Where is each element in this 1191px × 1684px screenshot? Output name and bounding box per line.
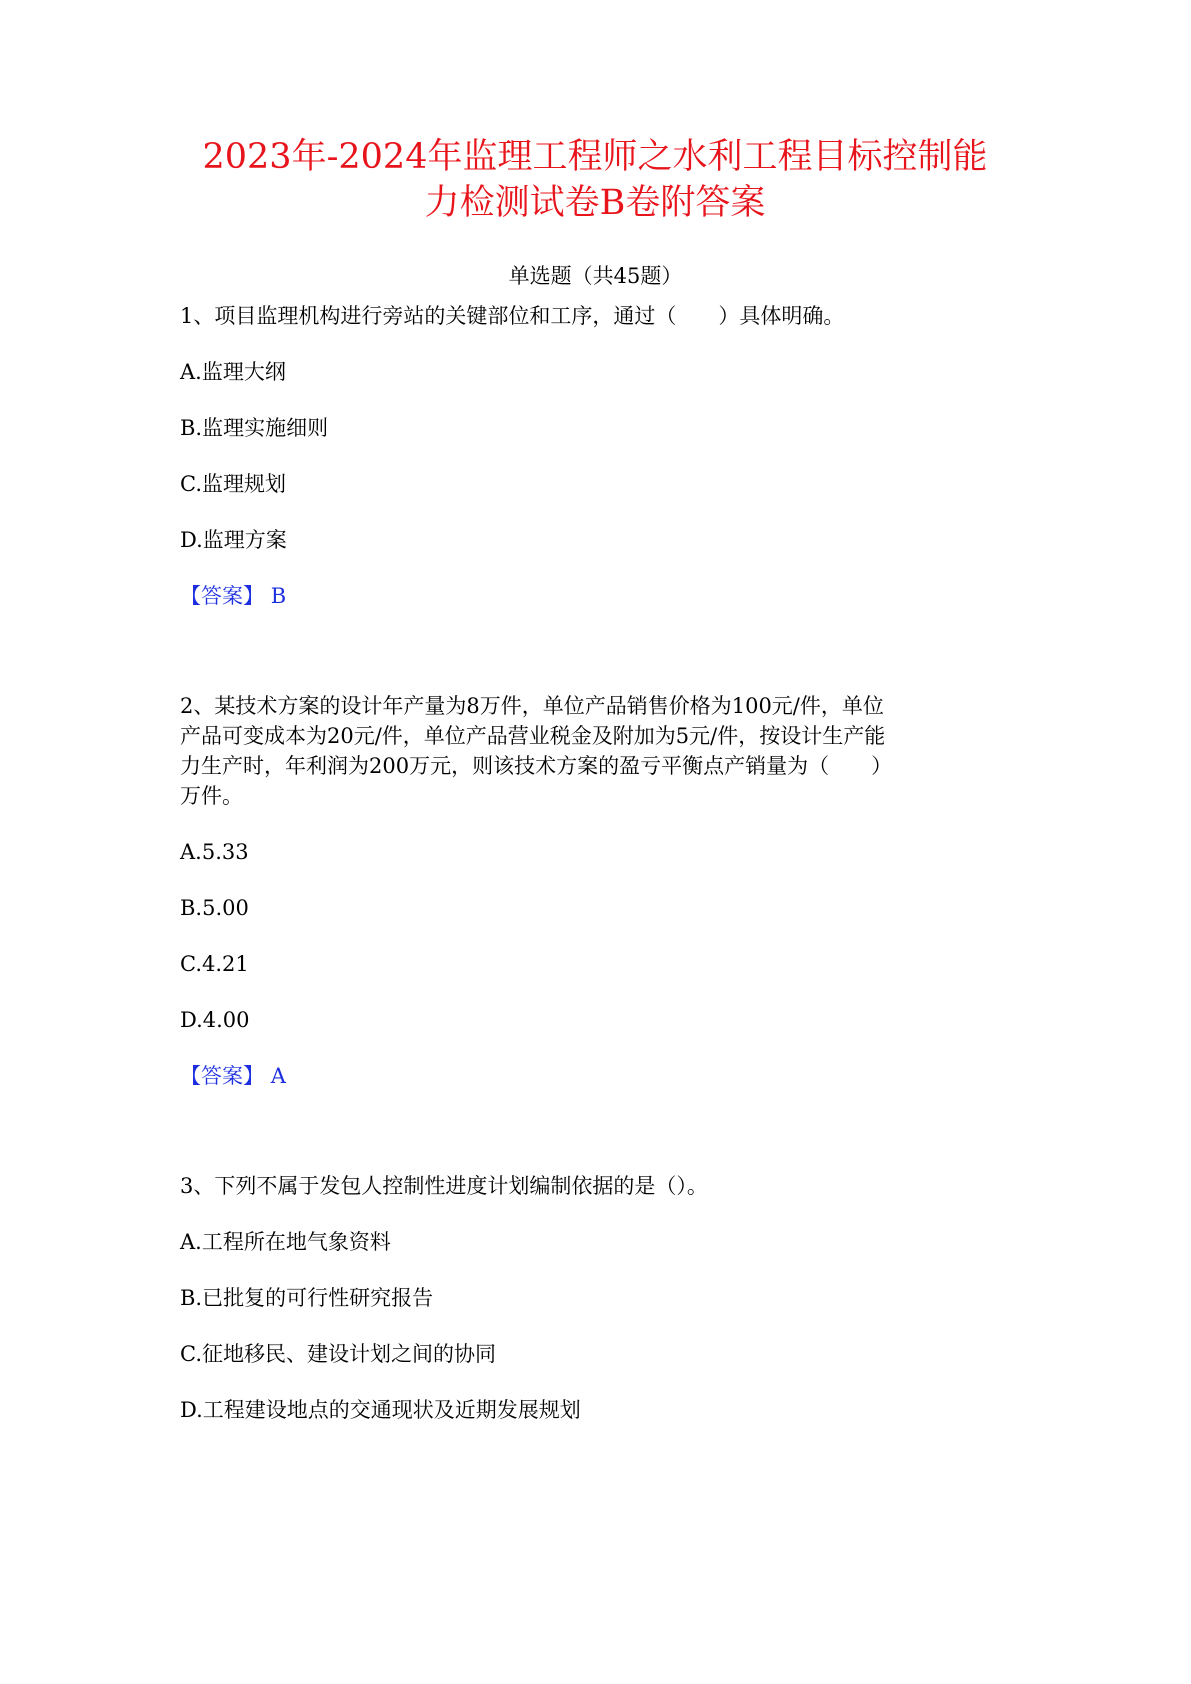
- question-1-option-b: B.监理实施细则: [180, 416, 329, 440]
- answer-value: B: [270, 584, 287, 608]
- question-2-stem-line-1: 2、某技术方案的设计年产量为8万件，单位产品销售价格为100元/件，单位: [180, 694, 884, 718]
- question-1-stem: 1、项目监理机构进行旁站的关键部位和工序，通过（ ）具体明确。: [180, 304, 845, 328]
- answer-label: 【答案】: [180, 1064, 264, 1088]
- question-3-option-d: D.工程建设地点的交通现状及近期发展规划: [180, 1398, 581, 1422]
- question-2-stem-line-2: 产品可变成本为20元/件，单位产品营业税金及附加为5元/件，按设计生产能: [180, 724, 886, 748]
- question-2-option-c: C.4.21: [180, 952, 249, 976]
- question-2-stem-line-4: 万件。: [180, 784, 243, 808]
- title-line-1: 2023年-2024年监理工程师之水利工程目标控制能: [202, 137, 988, 177]
- question-2-stem-line-3: 力生产时，年利润为200万元，则该技术方案的盈亏平衡点产销量为（ ）: [180, 754, 893, 778]
- answer-value: A: [270, 1064, 286, 1088]
- question-1-answer: [180, 582, 1020, 610]
- document-title: [150, 134, 1040, 226]
- question-2-option-d: D.4.00: [180, 1008, 250, 1032]
- answer-label: 【答案】: [180, 584, 264, 608]
- question-3-option-a: A.工程所在地气象资料: [180, 1230, 391, 1254]
- title-line-2: 力检测试卷B卷附答案: [424, 183, 766, 223]
- question-1-option-a: A.监理大纲: [180, 360, 286, 384]
- question-2-answer: [180, 1062, 1020, 1090]
- question-2-option-b: B.5.00: [180, 896, 249, 920]
- section-heading: 单选题（共45题）: [508, 264, 683, 288]
- question-1-option-d: D.监理方案: [180, 528, 287, 552]
- question-1-option-c: C.监理规划: [180, 472, 286, 496]
- question-3-option-b: B.已批复的可行性研究报告: [180, 1286, 434, 1310]
- question-2-option-a: A.5.33: [180, 840, 249, 864]
- question-3-option-c: C.征地移民、建设计划之间的协同: [180, 1342, 496, 1366]
- question-3-stem: 3、下列不属于发包人控制性进度计划编制依据的是（）。: [180, 1174, 708, 1198]
